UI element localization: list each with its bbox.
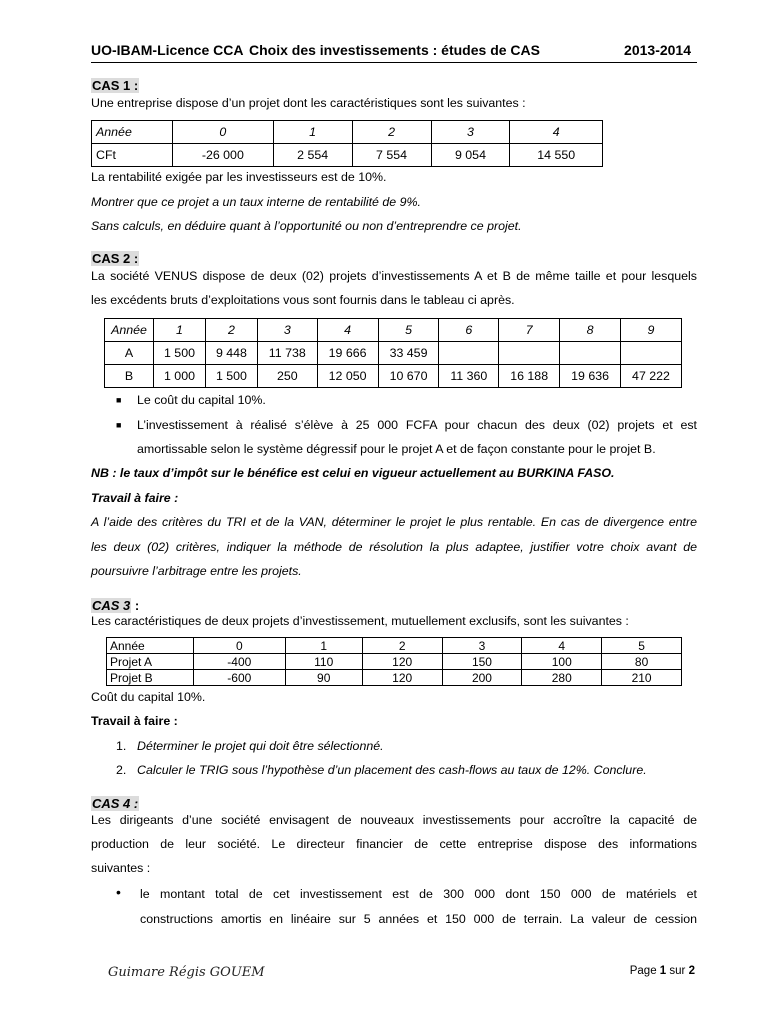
table-row <box>107 638 682 654</box>
table-cell: 19 636 <box>560 365 621 388</box>
cas3-intro: Les caractéristiques de deux projets d’investissement, mutuellement exclusifs, sont les suivantes : <box>91 614 629 628</box>
table-cell: 3 <box>442 638 522 654</box>
table-cell: 4 <box>510 121 603 144</box>
cas3-item-2-num: 2. <box>116 763 127 777</box>
cas3-colon: : <box>131 598 140 613</box>
cas2-task-1: A l’aide des critères du TRI et de la VAN, déterminer le projet le plus rentable. En cas de divergence entre <box>91 515 697 529</box>
table-cell: 120 <box>362 670 442 686</box>
author-signature: Guimare Régis GOUEM <box>108 965 265 980</box>
table-cell: 110 <box>285 654 362 670</box>
page-sur: sur <box>669 965 686 977</box>
table-cell: 4 <box>317 319 378 342</box>
table-cell <box>621 342 682 365</box>
cas1-text1: La rentabilité exigée par les investisseurs est de 10%. <box>91 170 387 184</box>
cas1-intro: Une entreprise dispose d’un projet dont les caractéristiques sont les suivantes : <box>91 96 526 110</box>
table-cell: 1 <box>285 638 362 654</box>
square-bullet-icon: ■ <box>116 395 122 405</box>
cas3-cout: Coût du capital 10%. <box>91 690 206 704</box>
table-cell <box>439 342 499 365</box>
header-year: 2013-2014 <box>624 42 691 58</box>
cas2-title: CAS 2 : <box>92 251 139 266</box>
table-cell: 0 <box>173 121 274 144</box>
page-current: 1 <box>659 965 667 977</box>
cas4-p1: Les dirigeants d’une société envisagent de nouveaux investissements pour accroître la capacité de <box>91 813 697 827</box>
cas2-travail: Travail à faire : <box>91 491 179 505</box>
table-cell: 47 222 <box>621 365 682 388</box>
cas2-bullet-2a: L’investissement à réalisé s’élève à 25 000 FCFA pour chacun des deux (02) projets et est <box>137 418 697 432</box>
table-cell: Année <box>105 319 154 342</box>
table-cell: 5 <box>378 319 439 342</box>
table-cell: 12 050 <box>317 365 378 388</box>
dot-bullet-icon: • <box>116 884 121 900</box>
table-cell: 19 666 <box>317 342 378 365</box>
cas1-table <box>91 120 603 167</box>
cas1-text3: Sans calculs, en déduire quant à l’opportunité ou non d’entreprendre ce projet. <box>91 219 522 233</box>
table-cell: -26 000 <box>173 144 274 167</box>
table-cell: 9 <box>621 319 682 342</box>
table-cell: 80 <box>602 654 682 670</box>
cas3-table <box>106 637 682 686</box>
table-cell: 200 <box>442 670 522 686</box>
table-cell: 10 670 <box>378 365 439 388</box>
table-cell: 1 000 <box>154 365 206 388</box>
cas1-text2: Montrer que ce projet a un taux interne de rentabilité de 9%. <box>91 195 421 209</box>
table-cell: 150 <box>442 654 522 670</box>
table-cell: B <box>105 365 154 388</box>
table-cell: 1 500 <box>205 365 257 388</box>
table-cell: 7 554 <box>352 144 431 167</box>
cas2-task-3: poursuivre l’arbitrage entre les projets. <box>91 564 302 578</box>
cas2-task-2: les deux (02) critères, indiquer la méthode de résolution la plus adaptee, justifier votre choix avant de <box>91 540 697 554</box>
table-cell: 2 <box>352 121 431 144</box>
table-cell: 3 <box>257 319 317 342</box>
cas4-bullet-1b: constructions amortis en linéaire sur 5 années et 150 000 de terrain. La valeur de cession <box>140 912 697 926</box>
table-row <box>105 342 682 365</box>
table-cell: 9 054 <box>431 144 510 167</box>
table-cell: 2 554 <box>273 144 352 167</box>
cas4-bullet-1a: le montant total de cet investissement est de 300 000 dont 150 000 de matériels et <box>140 887 697 901</box>
header-title: Choix des investissements : études de CAS <box>249 42 540 58</box>
table-cell: 5 <box>602 638 682 654</box>
table-cell: 280 <box>522 670 602 686</box>
table-cell: Projet B <box>107 670 194 686</box>
table-row <box>107 670 682 686</box>
cas4-p2: production de leur société. Le directeur financier de cette entreprise dispose des informations <box>91 837 697 851</box>
table-cell: 100 <box>522 654 602 670</box>
cas3-title: CAS 3 <box>92 598 131 613</box>
table-cell: 4 <box>522 638 602 654</box>
cas4-p3: suivantes : <box>91 861 151 875</box>
cas2-intro-2: les excédents bruts d’exploitations vous sont fournis dans le tableau ci après. <box>91 293 515 307</box>
cas3-item-2: Calculer le TRIG sous l’hypothèse d’un placement des cash-flows au taux de 12%. Conclure. <box>137 763 647 777</box>
table-cell: 16 188 <box>499 365 560 388</box>
table-row <box>107 654 682 670</box>
table-row <box>105 365 682 388</box>
page-total: 2 <box>688 965 695 977</box>
table-row <box>105 319 682 342</box>
table-cell: 2 <box>205 319 257 342</box>
table-cell: 1 500 <box>154 342 206 365</box>
cas2-table <box>104 318 682 388</box>
cas1-title: CAS 1 : <box>92 78 139 93</box>
table-cell: 6 <box>439 319 499 342</box>
page-word: Page <box>629 965 657 977</box>
cas2-nb: NB : le taux d’impôt sur le bénéfice est celui en vigueur actuellement au BURKINA FASO. <box>91 466 615 480</box>
table-cell: A <box>105 342 154 365</box>
table-cell: 11 738 <box>257 342 317 365</box>
table-cell: Projet A <box>107 654 194 670</box>
table-row <box>92 121 603 144</box>
cas4-title: CAS 4 : <box>92 796 139 811</box>
table-cell: 7 <box>499 319 560 342</box>
table-cell: 33 459 <box>378 342 439 365</box>
table-cell: 2 <box>362 638 442 654</box>
table-cell: 8 <box>560 319 621 342</box>
cas3-item-1: Déterminer le projet qui doit être sélectionné. <box>137 739 384 753</box>
table-cell: 120 <box>362 654 442 670</box>
page-number <box>630 965 695 977</box>
table-cell: 3 <box>431 121 510 144</box>
table-cell: 210 <box>602 670 682 686</box>
table-cell: 11 360 <box>439 365 499 388</box>
table-cell <box>560 342 621 365</box>
cas2-bullet-1: Le coût du capital 10%. <box>137 393 266 407</box>
table-cell: 0 <box>194 638 286 654</box>
table-cell: -400 <box>194 654 286 670</box>
table-cell: CFt <box>92 144 173 167</box>
square-bullet-icon: ■ <box>116 420 122 430</box>
table-cell: Année <box>107 638 194 654</box>
table-cell: Année <box>92 121 173 144</box>
cas3-heading <box>91 597 139 615</box>
table-cell: -600 <box>194 670 286 686</box>
cas3-item-1-num: 1. <box>116 739 127 753</box>
table-cell: 9 448 <box>205 342 257 365</box>
cas2-intro-1: La société VENUS dispose de deux (02) projets d’investissements A et B de même taille et pour lesquels <box>91 269 697 283</box>
table-cell <box>499 342 560 365</box>
table-cell: 90 <box>285 670 362 686</box>
table-cell: 1 <box>154 319 206 342</box>
table-row <box>92 144 603 167</box>
table-cell: 14 550 <box>510 144 603 167</box>
cas2-bullet-2b: amortissable selon le système dégressif pour le projet A et de façon constante pour le projet B. <box>137 442 656 456</box>
page-header <box>91 42 697 63</box>
table-cell: 250 <box>257 365 317 388</box>
cas3-travail: Travail à faire : <box>91 714 178 728</box>
table-cell: 1 <box>273 121 352 144</box>
header-left: UO-IBAM-Licence CCA <box>91 42 244 58</box>
